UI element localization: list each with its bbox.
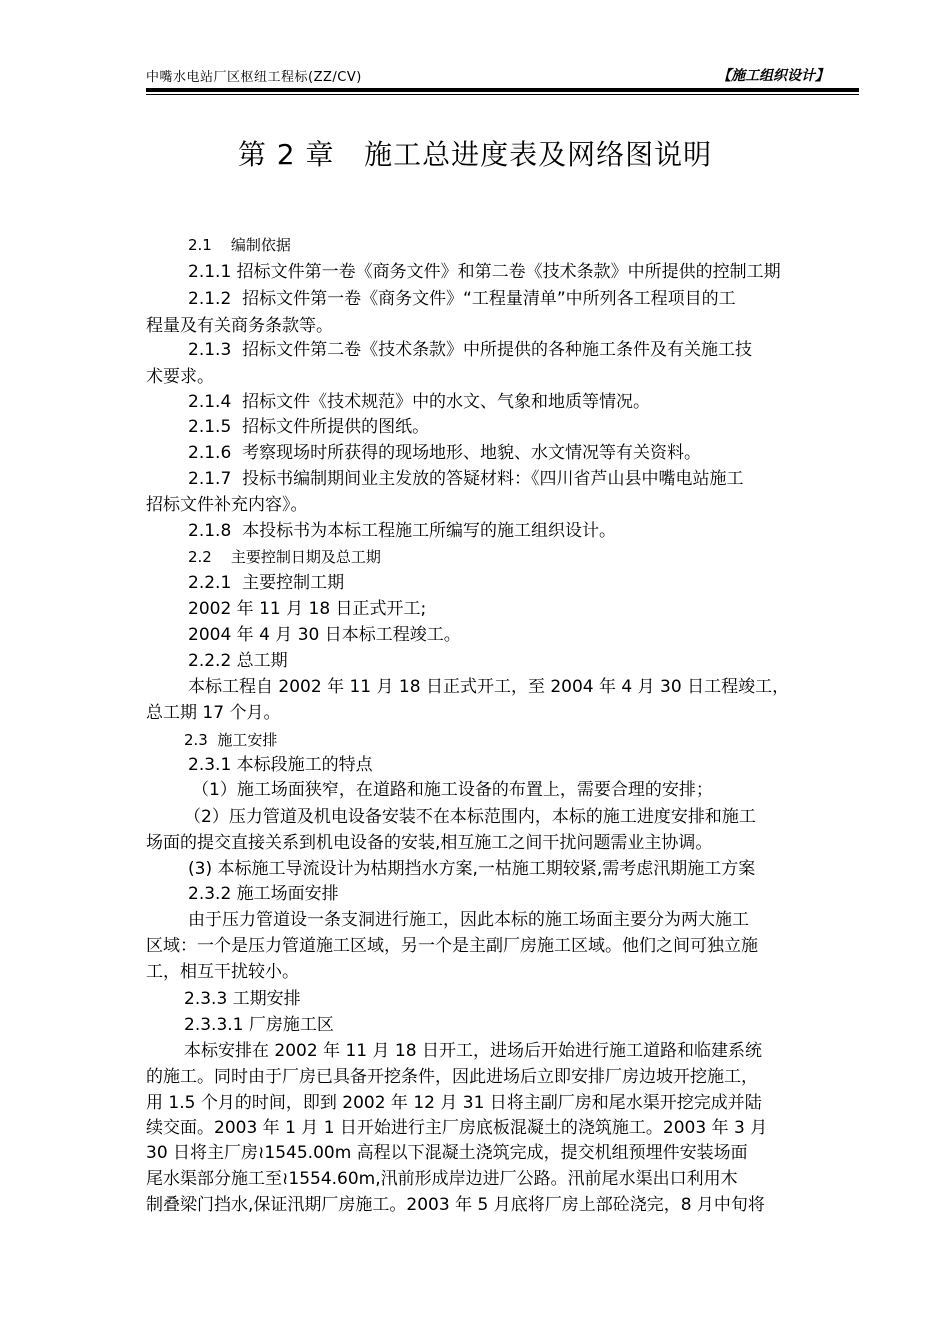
body-line: 本标工程自 2002 年 11 月 18 日正式开工，至 2004 年 4 月 30 日工程竣工， — [188, 677, 790, 697]
body-line: 2.1.3 招标文件第二卷《技术条款》中所提供的各种施工条件及有关施工技 — [188, 340, 753, 360]
body-line: 2.1.4 招标文件《技术规范》中的水文、气象和地质等情况。 — [188, 392, 651, 412]
page-header — [146, 64, 859, 86]
body-line: 由于压力管道设一条支洞进行施工，因此本标的施工场面主要分为两大施工 — [188, 910, 749, 930]
body-line: 工，相互干扰较小。 — [146, 962, 299, 982]
body-line: 续交面。2003 年 1 月 1 日开始进行主厂房底板混凝土的浇筑施工。2003 年 3 月 — [146, 1118, 768, 1138]
body-line: 30 日将主厂房≀1545.00m 高程以下混凝土浇筑完成，提交机组预埋件安装场面 — [146, 1143, 748, 1163]
body-line: （2）压力管道及机电设备安装不在本标范围内，本标的施工进度安排和施工 — [184, 807, 756, 827]
body-line: 招标文件补充内容》。 — [146, 495, 308, 515]
body-line: 2.1.8 本投标书为本标工程施工所编写的施工组织设计。 — [188, 521, 617, 541]
body-line: 2.1 编制依据 — [188, 236, 291, 254]
body-line: 本标安排在 2002 年 11 月 18 日开工，进场后开始进行施工道路和临建系统 — [184, 1041, 762, 1061]
body-line: 2004 年 4 月 30 日本标工程竣工。 — [188, 625, 461, 645]
header-rule-thin — [146, 94, 859, 95]
body-line: 2.2.1 主要控制工期 — [188, 573, 345, 593]
body-line: （1）施工场面狭窄，在道路和施工设备的布置上，需要合理的安排； — [192, 780, 713, 800]
body-line: (3) 本标施工导流设计为枯期挡水方案,一枯施工期较紧,需考虑汛期施工方案 — [188, 859, 756, 879]
body-line: 2.1.1 招标文件第一卷《商务文件》和第二卷《技术条款》中所提供的控制工期 — [188, 262, 781, 282]
body-line: 2.2.2 总工期 — [188, 651, 288, 671]
body-line: 场面的提交直接关系到机电设备的安装,相互施工之间干扰问题需业主协调。 — [146, 833, 713, 853]
body-line: 2.3.3 工期安排 — [184, 989, 301, 1009]
body-line: 制叠梁门挡水,保证汛期厂房施工。2003 年 5 月底将厂房上部砼浇完，8 月中旬将 — [146, 1195, 765, 1215]
header-rule-thick — [146, 88, 859, 92]
header-project-name: 中嘴水电站厂区枢纽工程标(ZZ/CV) — [146, 70, 362, 85]
body-line: 程量及有关商务条款等。 — [146, 316, 333, 336]
body-line: 2.3.3.1 厂房施工区 — [184, 1015, 334, 1035]
header-document-type: 【施工组织设计】 — [717, 68, 829, 84]
body-line: 用 1.5 个月的时间，即到 2002 年 12 月 31 日将主副厂房和尾水渠开挖完成并陆 — [146, 1093, 762, 1113]
body-line: 2.2 主要控制日期及总工期 — [188, 548, 381, 566]
body-line: 2.1.6 考察现场时所获得的现场地形、地貌、水文情况等有关资料。 — [188, 443, 702, 463]
body-line: 尾水渠部分施工至≀1554.60m,汛前形成岸边进厂公路。汛前尾水渠出口利用木 — [146, 1169, 738, 1189]
body-line: 总工期 17 个月。 — [146, 703, 281, 723]
body-line: 的施工。同时由于厂房已具备开挖条件，因此进场后立即安排厂房边坡开挖施工， — [146, 1067, 758, 1087]
body-line: 2.3.1 本标段施工的特点 — [188, 755, 373, 775]
body-line: 2.1.2 招标文件第一卷《商务文件》“工程量清单”中所列各工程项目的工 — [188, 289, 736, 309]
body-line: 2002 年 11 月 18 日正式开工; — [188, 599, 427, 619]
chapter-title: 第 2 章 施工总进度表及网络图说明 — [237, 138, 713, 171]
body-line: 术要求。 — [146, 367, 214, 387]
body-line: 2.3.2 施工场面安排 — [188, 884, 339, 904]
body-line: 区域：一个是压力管道施工区域，另一个是主副厂房施工区域。他们之间可独立施 — [146, 936, 758, 956]
body-line: 2.1.5 招标文件所提供的图纸。 — [188, 417, 430, 437]
body-line: 2.3 施工安排 — [184, 731, 278, 749]
body-line: 2.1.7 投标书编制期间业主发放的答疑材料：《四川省芦山县中嘴电站施工 — [188, 469, 744, 489]
